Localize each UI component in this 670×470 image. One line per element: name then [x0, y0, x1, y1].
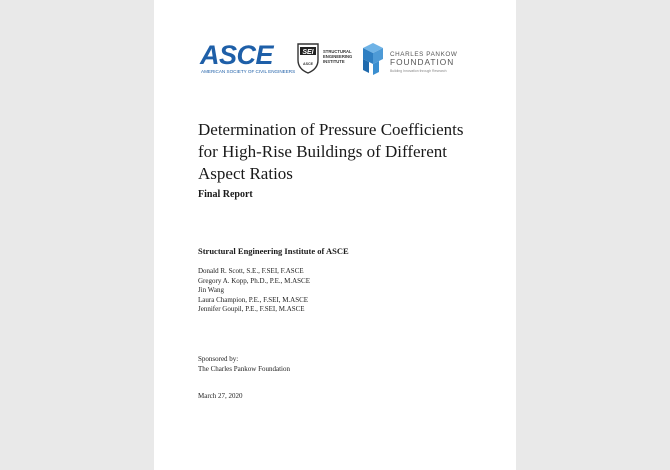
report-title-line: Aspect Ratios: [198, 164, 293, 183]
asce-logo: [200, 40, 296, 77]
sponsor-block: [198, 355, 290, 374]
pankow-logo-line-1: CHARLES PANKOW: [390, 51, 458, 58]
sponsor-label: Sponsored by:: [198, 355, 239, 363]
pankow-logo-tagline: Building Innovation through Research: [390, 69, 447, 73]
author-list: [198, 267, 310, 315]
document-page: [154, 0, 516, 470]
pankow-cube-icon: [361, 42, 385, 76]
sei-logo-text: [323, 49, 352, 64]
sei-line-2: ENGINEERING: [323, 54, 353, 59]
pankow-logo: [361, 42, 486, 76]
report-title: [198, 119, 498, 185]
author-item: Gregory A. Kopp, Ph.D., P.E., M.ASCE: [198, 276, 311, 285]
report-subtitle: Final Report: [198, 189, 253, 200]
sei-badge-bottom: ASCE: [303, 62, 313, 66]
report-title-line: for High-Rise Buildings of Different: [198, 142, 447, 161]
sei-shield-icon: [296, 42, 320, 74]
report-date: March 27, 2020: [198, 392, 243, 400]
sei-logo: [296, 42, 354, 76]
report-title-line: Determination of Pressure Coefficients: [198, 120, 464, 139]
author-item: Jin Wang: [198, 286, 224, 295]
organization-name: Structural Engineering Institute of ASCE: [198, 246, 349, 256]
sponsor-name: The Charles Pankow Foundation: [198, 364, 290, 373]
sei-line-3: INSTITUTE: [323, 59, 345, 64]
author-item: Donald R. Scott, S.E., F.SEI, F.ASCE: [198, 267, 304, 275]
sei-badge-text: SEI: [302, 49, 314, 56]
asce-logo-word: ASCE: [200, 40, 274, 70]
author-item: Jennifer Goupil, P.E., F.SEI, M.ASCE: [198, 305, 305, 314]
pankow-logo-line-2: FOUNDATION: [390, 57, 455, 67]
sei-line-1: STRUCTURAL: [323, 49, 352, 54]
asce-logo-subtitle: AMERICAN SOCIETY OF CIVIL ENGINEERS: [201, 69, 296, 74]
author-item: Laura Champion, P.E., F.SEI, M.ASCE: [198, 295, 309, 304]
